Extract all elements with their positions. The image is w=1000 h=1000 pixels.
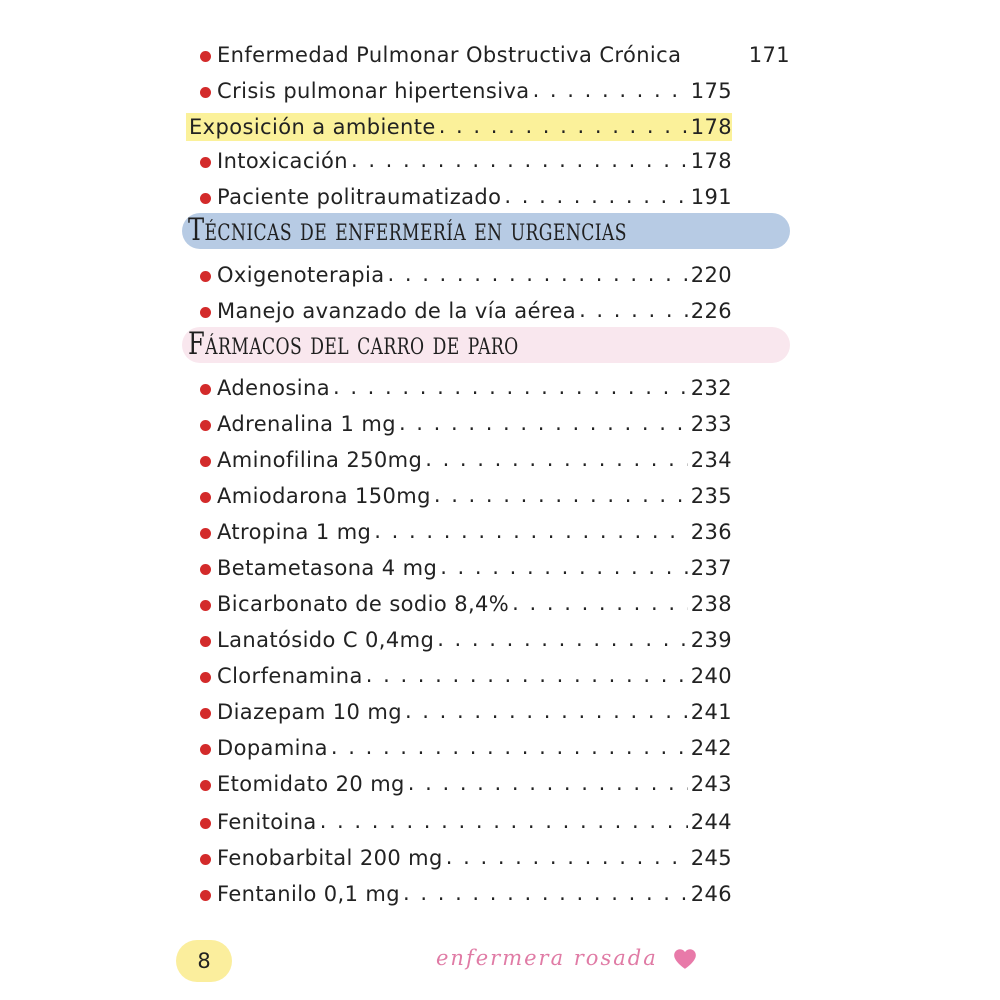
toc-entry-label: Fentanilo 0,1 mg — [217, 882, 401, 906]
toc-entry[interactable] — [200, 481, 732, 511]
toc-entry-label: Clorfenamina — [217, 664, 363, 688]
toc-entry[interactable] — [200, 879, 732, 909]
toc-entry-page: 237 — [690, 556, 732, 580]
toc-entry-page: 244 — [690, 810, 732, 834]
bullet-dot-icon — [200, 157, 211, 168]
toc-entry-label: Bicarbonato de sodio 8,4% — [217, 592, 510, 616]
dot-leader — [533, 76, 688, 106]
toc-entry-label: Fenitoina — [217, 810, 317, 834]
toc-entry-label: Atropina 1 mg — [217, 520, 372, 544]
toc-entry[interactable] — [200, 625, 732, 655]
toc-entry-page: 233 — [690, 412, 732, 436]
dot-leader — [388, 260, 688, 290]
toc-entry-label: Paciente politraumatizado — [217, 185, 502, 209]
toc-entry[interactable] — [200, 517, 732, 547]
toc-entry[interactable] — [200, 445, 732, 475]
bullet-dot-icon — [200, 528, 211, 539]
dot-leader — [512, 589, 688, 619]
heart-icon — [672, 946, 698, 972]
toc-entry-page: 236 — [690, 520, 732, 544]
toc-entry-label: Intoxicación — [217, 149, 348, 173]
toc-entry[interactable] — [200, 769, 732, 799]
dot-leader — [403, 879, 688, 909]
toc-entry-page: 243 — [690, 772, 732, 796]
bullet-dot-icon — [200, 636, 211, 647]
dot-leader — [399, 409, 688, 439]
bullet-dot-icon — [200, 384, 211, 395]
toc-entry-page: 171 — [748, 43, 790, 67]
dot-leader — [351, 146, 688, 176]
toc-entry-page: 238 — [690, 592, 732, 616]
dot-leader — [405, 697, 688, 727]
bullet-dot-icon — [200, 492, 211, 503]
toc-entry-label: Adrenalina 1 mg — [217, 412, 396, 436]
toc-entry-page: 191 — [690, 185, 732, 209]
toc-entry-page: 241 — [690, 700, 732, 724]
page-number: 8 — [197, 949, 211, 973]
page-number-badge — [176, 940, 232, 982]
toc-entry-label: Adenosina — [217, 376, 330, 400]
bullet-dot-icon — [200, 600, 211, 611]
toc-section-label: Exposición a ambiente — [189, 115, 436, 139]
toc-entry[interactable] — [200, 146, 732, 176]
toc-entry-label: Enfermedad Pulmonar Obstructiva Crónica — [217, 43, 682, 67]
toc-entry[interactable] — [200, 589, 732, 619]
toc-entry-page: 235 — [690, 484, 732, 508]
toc-entry-label: Fenobarbital 200 mg — [217, 846, 443, 870]
dot-leader — [579, 296, 688, 326]
toc-entry[interactable] — [200, 661, 732, 691]
bullet-dot-icon — [200, 307, 211, 318]
toc-entry-label: Betametasona 4 mg — [217, 556, 438, 580]
toc-entry-page: 226 — [690, 299, 732, 323]
toc-entry-label: Aminofilina 250mg — [217, 448, 423, 472]
toc-entry-page: 178 — [690, 115, 732, 139]
dot-leader — [434, 481, 688, 511]
dot-leader — [446, 843, 688, 873]
toc-entry-page: 232 — [690, 376, 732, 400]
toc-section-entry[interactable] — [189, 112, 732, 142]
bullet-dot-icon — [200, 564, 211, 575]
toc-entry-label: Lanatósido C 0,4mg — [217, 628, 435, 652]
toc-entry-label: Manejo avanzado de la vía aérea — [217, 299, 577, 323]
toc-entry-page: 175 — [690, 79, 732, 103]
toc-entry[interactable] — [200, 40, 790, 70]
toc-entry-page: 242 — [690, 736, 732, 760]
dot-leader — [331, 733, 688, 763]
dot-leader — [408, 769, 688, 799]
dot-leader — [437, 625, 688, 655]
bullet-dot-icon — [200, 744, 211, 755]
toc-entry-label: Etomidato 20 mg — [217, 772, 405, 796]
bullet-dot-icon — [200, 854, 211, 865]
bullet-dot-icon — [200, 420, 211, 431]
toc-entry[interactable] — [200, 553, 732, 583]
bullet-dot-icon — [200, 890, 211, 901]
bullet-dot-icon — [200, 87, 211, 98]
dot-leader — [440, 553, 688, 583]
toc-entry-label: Crisis pulmonar hipertensiva — [217, 79, 530, 103]
toc-entry[interactable] — [200, 296, 732, 326]
toc-entry-page: 178 — [690, 149, 732, 173]
section-header[interactable]: Técnicas de enfermería en urgencias — [188, 212, 627, 248]
toc-entry-page: 245 — [690, 846, 732, 870]
dot-leader — [320, 807, 688, 837]
bullet-dot-icon — [200, 672, 211, 683]
bullet-dot-icon — [200, 51, 211, 62]
bullet-dot-icon — [200, 708, 211, 719]
toc-entry[interactable] — [200, 409, 732, 439]
section-header[interactable]: Fármacos del carro de paro — [188, 326, 519, 362]
toc-entry-label: Oxigenoterapia — [217, 263, 385, 287]
brand-signature: enfermera rosada — [436, 946, 658, 970]
bullet-dot-icon — [200, 818, 211, 829]
dot-leader — [366, 661, 688, 691]
dot-leader — [333, 373, 688, 403]
toc-entry-page: 246 — [690, 882, 732, 906]
bullet-dot-icon — [200, 456, 211, 467]
toc-entry-label: Amiodarona 150mg — [217, 484, 431, 508]
toc-entry-page: 234 — [690, 448, 732, 472]
dot-leader — [439, 112, 688, 142]
bullet-dot-icon — [200, 780, 211, 791]
toc-entry-page: 220 — [690, 263, 732, 287]
toc-entry-page: 239 — [690, 628, 732, 652]
dot-leader — [504, 182, 687, 212]
dot-leader — [374, 517, 687, 547]
toc-entry-page: 240 — [690, 664, 732, 688]
toc-entry[interactable] — [200, 260, 732, 290]
toc-entry[interactable] — [200, 373, 732, 403]
toc-entry[interactable] — [200, 76, 732, 106]
bullet-dot-icon — [200, 271, 211, 282]
toc-entry-label: Diazepam 10 mg — [217, 700, 402, 724]
dot-leader — [425, 445, 687, 475]
toc-entry[interactable] — [200, 733, 732, 763]
toc-entry-label: Dopamina — [217, 736, 328, 760]
toc-entry[interactable] — [200, 697, 732, 727]
toc-entry[interactable] — [200, 807, 732, 837]
toc-entry[interactable] — [200, 182, 732, 212]
bullet-dot-icon — [200, 193, 211, 204]
toc-entry[interactable] — [200, 843, 732, 873]
